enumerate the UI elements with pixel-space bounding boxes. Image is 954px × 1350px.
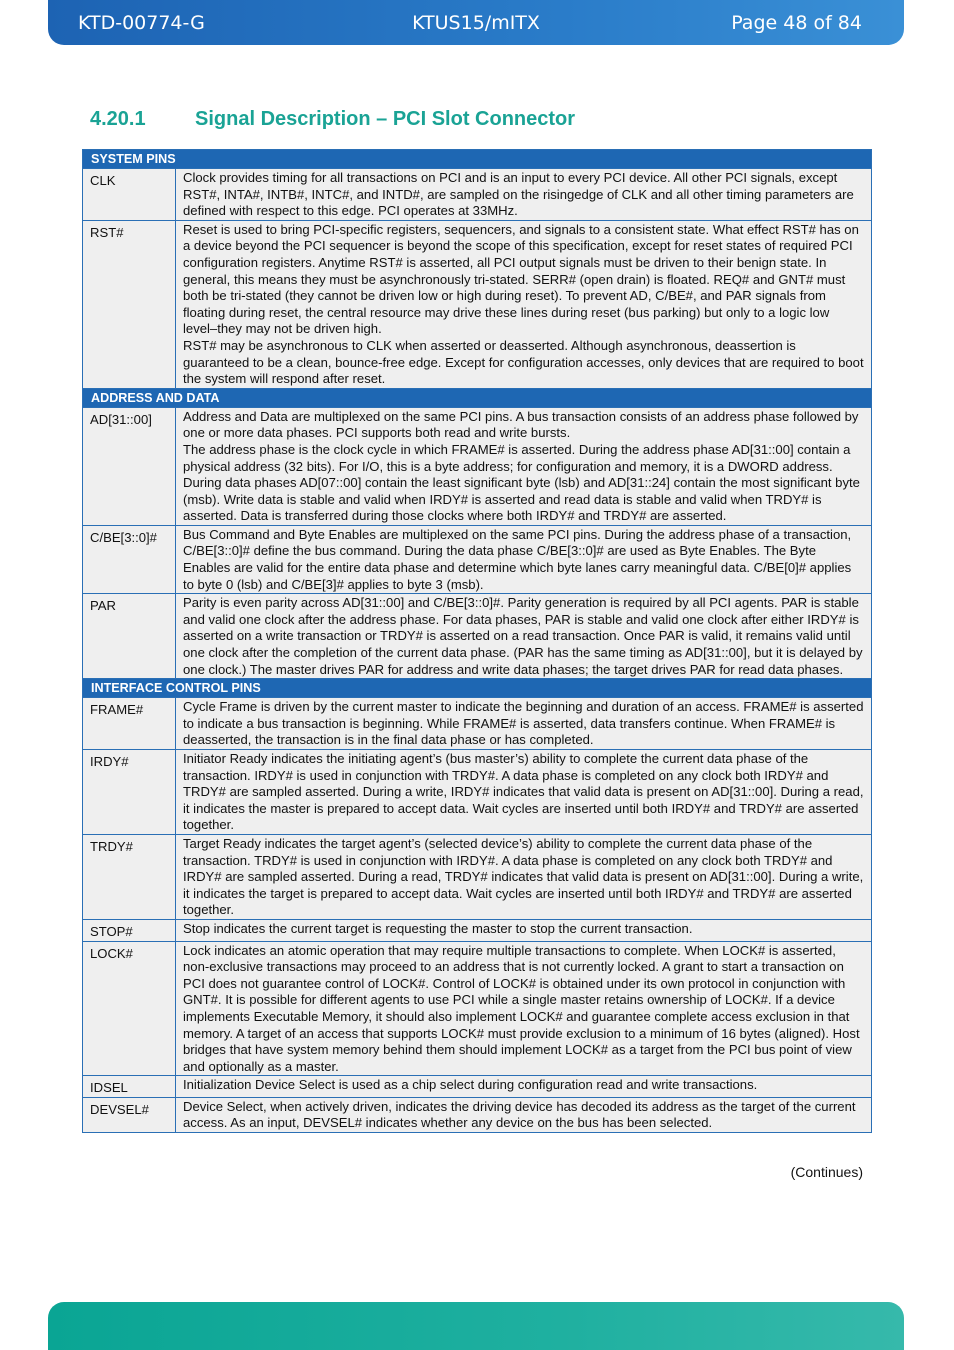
page-number: Page 48 of 84: [731, 12, 862, 34]
signal-name: DEVSEL#: [83, 1097, 176, 1132]
signal-description: [176, 698, 872, 750]
page-footer: [48, 1302, 904, 1350]
continues-note: (Continues): [790, 1164, 863, 1180]
signal-name: LOCK#: [83, 941, 176, 1076]
table-row: [83, 220, 872, 388]
group-title: SYSTEM PINS: [83, 150, 872, 169]
signal-description: [176, 1076, 872, 1098]
group-header-row: [83, 150, 872, 169]
signal-name: STOP#: [83, 919, 176, 941]
table-row: [83, 834, 872, 919]
description-paragraph: Lock indicates an atomic operation that may require multiple transactions to complete. When LOCK# is asserted, non-exclusive transactions may proceed to an address that is not currently locked. A grant to start a transaction on PCI does not guarantee control of LOCK#. Control of LOCK# is obtained under its own protocol in conjunction with GNT#. It is possible for different agents to use PCI while a single master retains ownership of LOCK#. If a device implements Executable Memory, it should also implement LOCK# and guarantee complete access exclusion in that memory. A target of an access that supports LOCK# must provide exclusion to a minimum of 16 bytes (aligned). Host bridges that have system memory behind them should implement LOCK# as a target from the PCI bus point of view and optionally as a master.: [183, 942, 860, 1074]
signal-description-table: [82, 149, 872, 1133]
description-paragraph: Initiator Ready indicates the initiating agent’s (bus master’s) ability to complete the current data phase of the transaction. IRDY# is used in conjunction with TRDY#. A data phase is completed on any clock both IRDY# and TRDY# are sampled asserted. During a write, IRDY# indicates that valid data is present on AD[31::00]. During a read, it indicates the master is prepared to accept data. Wait cycles are inserted until both IRDY# and TRDY# are asserted together.: [183, 751, 864, 833]
section-heading: [90, 108, 575, 131]
section-number: 4.20.1: [90, 108, 146, 130]
description-paragraph: Target Ready indicates the target agent’s (selected device’s) ability to complete the current data phase of the transaction. TRDY# is used in conjunction with IRDY#. A data phase is completed on any clock both TRDY# and IRDY# are sampled asserted. During a read, TRDY# indicates that valid data is present on AD[31::00]. During a write, it indicates the target is prepared to accept data. Wait cycles are inserted until both IRDY# and TRDY# are asserted together.: [183, 835, 864, 918]
description-paragraph: Device Select, when actively driven, indicates the driving device has decoded its address as the target of the current access. As an input, DEVSEL# indicates whether any device on the bus has been selected.: [183, 1098, 856, 1131]
signal-name: AD[31::00]: [83, 407, 176, 525]
signal-name: RST#: [83, 220, 176, 388]
description-paragraph: Address and Data are multiplexed on the same PCI pins. A bus transaction consists of an address phase followed by one or more data phases. PCI supports both read and write bursts.: [183, 408, 859, 441]
description-paragraph: The address phase is the clock cycle in which FRAME# is asserted. During the address phase AD[31::00] contain a physical address (32 bits). For I/O, this is a byte address; for configuration and memory, it is a DWORD address. During data phases AD[07::00] contain the least significant byte (lsb) and AD[31::24] contain the most significant byte (msb). Write data is stable and valid when IRDY# is asserted and read data is stable and valid when TRDY# is asserted. Data is transferred during those clocks where both IRDY# and TRDY# are asserted.: [183, 441, 860, 524]
signal-description: [176, 594, 872, 679]
group-header-row: [83, 679, 872, 698]
table-row: [83, 525, 872, 593]
doc-id: KTD-00774-G: [78, 12, 205, 34]
description-paragraph: Stop indicates the current target is requesting the master to stop the current transaction.: [183, 920, 693, 936]
description-paragraph: Bus Command and Byte Enables are multiplexed on the same PCI pins. During the address phase of a transaction, C/BE[3::0]# define the bus command. During the data phase C/BE[3::0]# are used as Byte Enables. The Byte Enables are valid for the entire data phase and determine which byte lanes carry meaningful data. C/BE[0]# applies to byte 0 (lsb) and C/BE[3]# applies to byte 3 (msb).: [183, 526, 852, 592]
signal-name: TRDY#: [83, 834, 176, 919]
signal-name: FRAME#: [83, 698, 176, 750]
signal-description: [176, 407, 872, 525]
table-row: [83, 169, 872, 221]
description-paragraph: Parity is even parity across AD[31::00] and C/BE[3::0]#. Parity generation is required by all PCI agents. PAR is stable and valid one clock after the address phase. For data phases, PAR is stable and valid one clock after either IRDY# is asserted on a write transaction or TRDY# is asserted on a read transaction. Once PAR is valid, it remains valid until one clock after the completion of the current data phase. (PAR has the same timing as AD[31::00], but it is delayed by one clock.) The master drives PAR for address and write data phases; the target drives PAR for read data phases.: [183, 595, 863, 677]
description-paragraph: Reset is used to bring PCI-specific registers, sequencers, and signals to a consistent state. What effect RST# has on a device beyond the PCI sequencer is beyond the scope of this specification, except for reset states of required PCI configuration registers. Anytime RST# is asserted, all PCI output signals must be driven to their benign state. In general, this means they must be asynchronously tri-stated. SERR# (open drain) is floated. REQ# and GNT# must both be tri-stated (they cannot be driven low or high during reset). To prevent AD, C/BE#, and PAR signals from floating during reset, the central resource may drive these lines during reset (bus parking) but only to a logic low level–they may not be driven high.: [183, 221, 859, 337]
group-title: ADDRESS AND DATA: [83, 388, 872, 407]
table-row: [83, 698, 872, 750]
signal-description: [176, 919, 872, 941]
group-title: INTERFACE CONTROL PINS: [83, 679, 872, 698]
signal-name: CLK: [83, 169, 176, 221]
section-title: Signal Description – PCI Slot Connector: [195, 108, 576, 130]
table-row: [83, 1097, 872, 1132]
signal-description: [176, 169, 872, 221]
table-row: [83, 1076, 872, 1098]
description-paragraph: Initialization Device Select is used as a chip select during configuration read and write transactions.: [183, 1077, 758, 1093]
table-row: [83, 919, 872, 941]
signal-description: [176, 941, 872, 1076]
page-header: [48, 0, 904, 45]
description-paragraph: Cycle Frame is driven by the current master to indicate the beginning and duration of an access. FRAME# is asserted to indicate a bus transaction is beginning. While FRAME# is asserted, data transfers continue. When FRAME# is deasserted, the transaction is in the final data phase or has completed.: [183, 699, 864, 748]
table-row: [83, 594, 872, 679]
group-header-row: [83, 388, 872, 407]
table-row: [83, 941, 872, 1076]
signal-description: [176, 220, 872, 388]
signal-name: IDSEL: [83, 1076, 176, 1098]
signal-name: PAR: [83, 594, 176, 679]
table-row: [83, 407, 872, 525]
product-name: KTUS15/mITX: [412, 12, 540, 34]
signal-description: [176, 525, 872, 593]
signal-description: [176, 834, 872, 919]
signal-name: C/BE[3::0]#: [83, 525, 176, 593]
signal-description: [176, 1097, 872, 1132]
signal-description: [176, 750, 872, 835]
table-row: [83, 750, 872, 835]
signal-name: IRDY#: [83, 750, 176, 835]
description-paragraph: Clock provides timing for all transactions on PCI and is an input to every PCI device. All other PCI signals, except RST#, INTA#, INTB#, INTC#, and INTD#, are sampled on the risingedge of CLK and all other timing parameters are defined with respect to this edge. PCI operates at 33MHz.: [183, 170, 854, 219]
description-paragraph: RST# may be asynchronous to CLK when asserted or deasserted. Although asynchronous, deassertion is guaranteed to be a clean, bounce-free edge. Except for configuration accesses, only devices that are required to boot the system will respond after reset.: [183, 337, 864, 387]
